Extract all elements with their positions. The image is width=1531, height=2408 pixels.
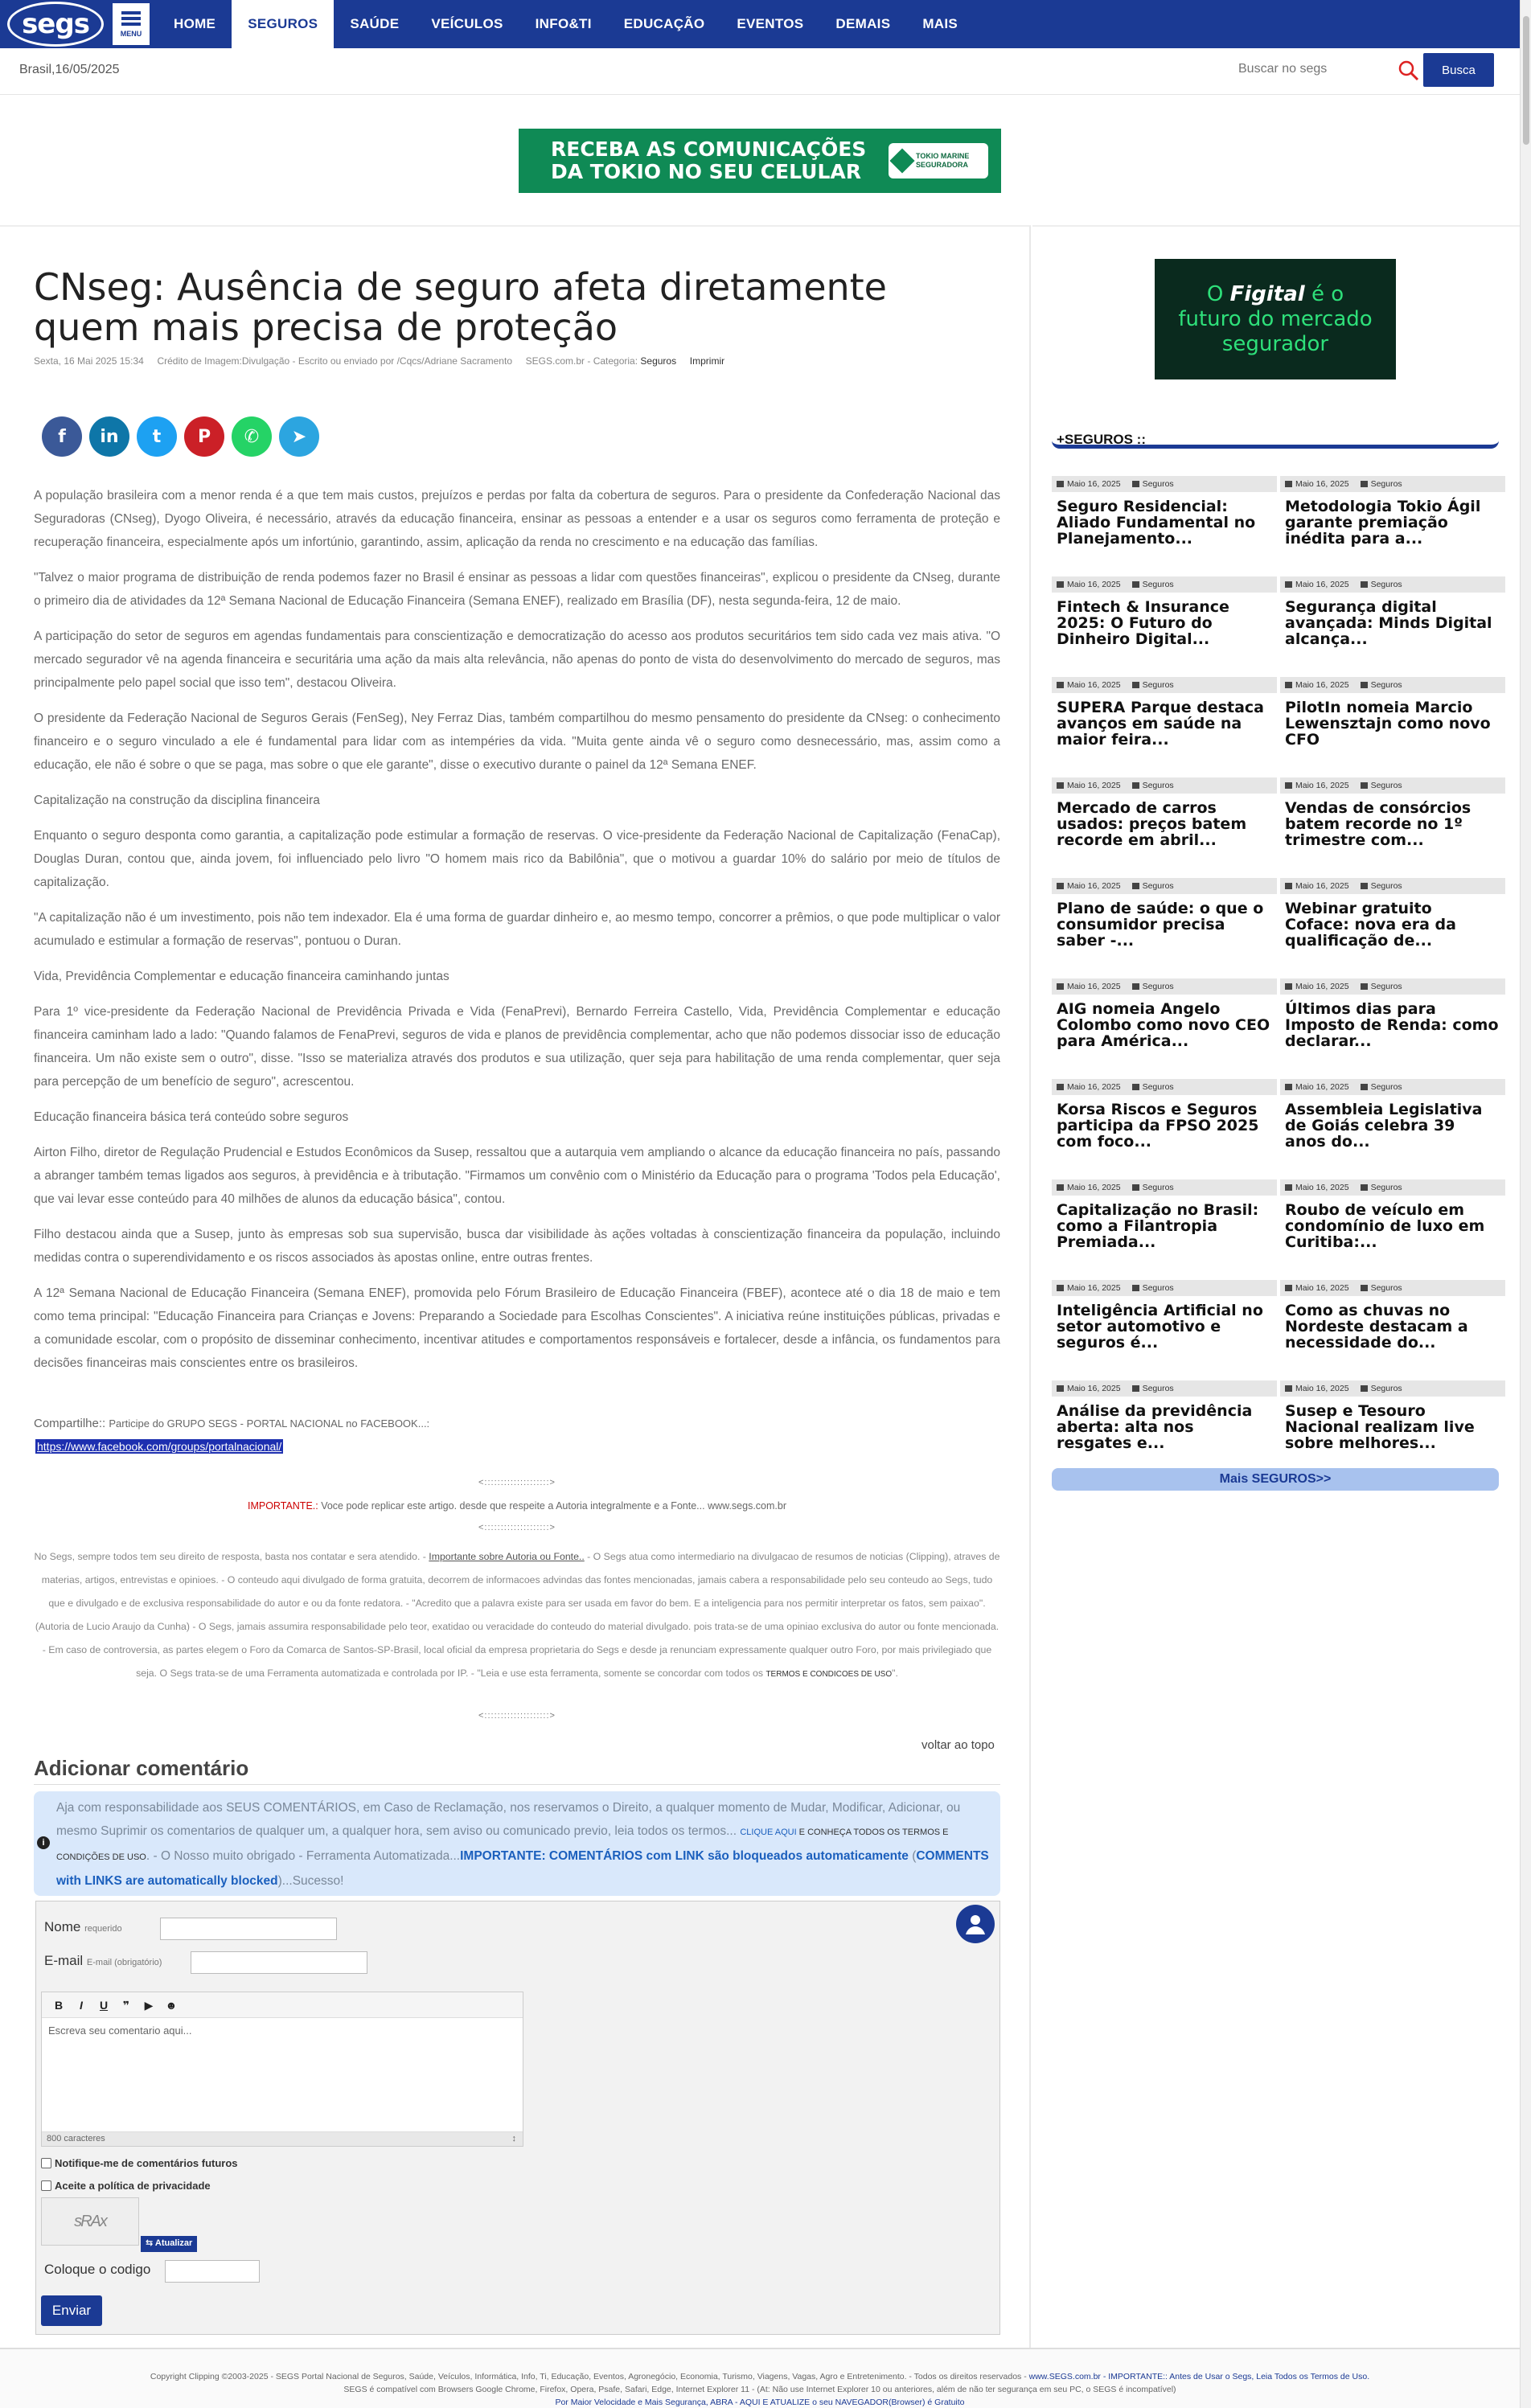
email-label-text: E-mail (44, 1953, 84, 1968)
comment-heading: Adicionar comentário (34, 1756, 1000, 1785)
news-category[interactable]: Seguros (1370, 881, 1402, 891)
news-date: Maio 16, 2025 (1295, 781, 1349, 790)
calendar-icon (1057, 1084, 1064, 1090)
folder-icon (1361, 1385, 1368, 1392)
disclaimer-text: - O Segs atua como intermediario na divulgacao de resumos de noticias (Clipping), atraves de materias, artigos, entrevistas e opinioes. - O conteudo aqui divulgado de forma gratuita, decorrem de informacoes advindas das fontes mencionadas, jamais cabera a responsabilidade pelo seu conteudo ao Segs, tudo que e divulgado e de exclusiva responsabilidade do autor e ou da fonte redatora. - "Acredito que a palavra existe para ser usada em favor do bem. E a inteligencia para nos permitir interpretar os fatos, sem paixao". (Autoria de Lucio Araujo da Cunha) - O Segs, jamais assumira responsabilidade pelo teor, exatidao ou veracidade do conteudo do material divulgado. pois trata-se de uma opiniao exclusiva do autor ou fonte mencionada. - Em caso de controversia, as partes elegem o Foro da Comarca de Santos-SP-Brasil, local oficial da empresa proprietaria do Segs e desde ja renunciam expressamente qualquer outro Foro, por mais privilegiado que seja. O Segs trata-se de uma Ferramenta automatizada e controlada por IP. - "Leia e use esta ferramenta, somente se concordar com todos os (35, 1551, 1000, 1679)
back-to-top-link[interactable]: voltar ao topo (921, 1738, 995, 1752)
refresh-captcha-button[interactable] (141, 2236, 197, 2252)
resize-handle-icon[interactable]: ↕ (511, 2134, 516, 2143)
news-category[interactable]: Seguros (1370, 1384, 1402, 1393)
news-card[interactable] (1280, 978, 1505, 1073)
nav-item-demais[interactable]: DEMAIS (835, 16, 891, 31)
important-label: IMPORTANTE.: (247, 1500, 318, 1512)
calendar-icon (1057, 883, 1064, 889)
news-date: Maio 16, 2025 (1067, 479, 1121, 489)
news-card[interactable] (1280, 1179, 1505, 1274)
news-card-meta (1280, 978, 1505, 995)
notice-important-en: COMMENTS with LINKS are automatically blocked (56, 1849, 989, 1888)
terms-click-here-link[interactable]: CLIQUE AQUI (740, 1828, 797, 1837)
email-hint: E-mail (obrigatório) (86, 1958, 162, 1967)
folder-icon (1361, 1285, 1368, 1291)
news-date: Maio 16, 2025 (1067, 781, 1121, 790)
calendar-icon (1057, 1385, 1064, 1392)
bold-icon[interactable]: B (54, 1998, 64, 2012)
news-card[interactable] (1052, 476, 1277, 571)
article-paragraph: Vida, Previdência Complementar e educação financeira caminhando juntas (34, 970, 449, 983)
article-paragraph: Airton Filho, diretor de Regulação Prudencial e Estudos Econômicos da Susep, ressaltou que a autarquia vem ampliando o alcance da educação financeira no país, passando a abranger também temas ligados aos seguros, à previdência e à tributação. "Firmamos um convênio com o Ministério da Educação para o programa 'Todos pela Educação', que vai levar esse conteúdo para 40 milhões de alunos da educação básica", contou. (34, 1146, 1000, 1206)
folder-icon (1361, 883, 1368, 889)
news-card[interactable] (1280, 878, 1505, 973)
news-title-link[interactable]: AIG nomeia Angelo Colombo como novo CEO para América... (1057, 1000, 1270, 1050)
news-date: Maio 16, 2025 (1295, 479, 1349, 489)
news-title-link[interactable]: Seguro Residencial: Aliado Fundamental no Planejamento... (1057, 498, 1256, 548)
share-prompt (34, 1417, 429, 1430)
ad-bold: Figital (1229, 281, 1305, 306)
news-title-link[interactable]: PilotIn nomeia Marcio Lewensztajn como novo CFO (1285, 699, 1491, 749)
social-share-bar (42, 416, 319, 457)
logo-text: segs (7, 2, 104, 47)
article-paragraph: Enquanto o seguro desponta como garantia, a capitalização pode estimular a formação de reservas. O vice-presidente da Federação Nacional de Capitalização (FenaCap), Douglas Duran, contou que, ainda jovem, foi influenciado pelo livro "O homem mais rico da Babilônia", que o motivou a guardar 10% do salário por meio de títulos de capitalização. (34, 829, 1000, 889)
news-card[interactable] (1280, 576, 1505, 671)
folder-icon (1132, 1084, 1139, 1090)
news-category[interactable]: Seguros (1370, 479, 1402, 489)
footer (0, 2348, 1520, 2408)
calendar-icon (1057, 1184, 1064, 1191)
article-credit: Crédito de Imagem:Divulgação - Escrito ou enviado por /Cqcs/Adriane Sacramento (157, 355, 512, 367)
folder-icon (1361, 983, 1368, 990)
nav-item-educacao[interactable]: EDUCAÇÃO (623, 16, 705, 31)
calendar-icon (1057, 983, 1064, 990)
search-input[interactable] (1230, 55, 1391, 84)
news-card-meta (1052, 576, 1277, 593)
news-date: Maio 16, 2025 (1067, 1384, 1121, 1393)
news-category[interactable]: Seguros (1142, 1183, 1174, 1192)
news-card-meta (1280, 576, 1505, 593)
folder-icon (1361, 581, 1368, 588)
hamburger-icon (121, 11, 141, 14)
news-category[interactable]: Seguros (1370, 580, 1402, 589)
calendar-icon (1285, 581, 1292, 588)
refresh-label: Atualizar (154, 2238, 193, 2248)
news-category[interactable]: Seguros (1370, 1183, 1402, 1192)
news-date: Maio 16, 2025 (1295, 881, 1349, 891)
news-card-meta (1052, 1179, 1277, 1196)
news-card[interactable] (1052, 1079, 1277, 1174)
news-date: Maio 16, 2025 (1067, 580, 1121, 589)
folder-icon (1132, 782, 1139, 789)
news-title-link[interactable]: Segurança digital avançada: Minds Digital alcança... (1285, 598, 1492, 648)
sidebar (1032, 225, 1520, 2348)
ad-text: O (1206, 281, 1230, 306)
folder-icon (1132, 481, 1139, 487)
news-date: Maio 16, 2025 (1295, 982, 1349, 991)
article-meta (34, 355, 724, 367)
news-card-meta (1280, 1179, 1505, 1196)
news-date: Maio 16, 2025 (1295, 1082, 1349, 1092)
folder-icon (1132, 1184, 1139, 1191)
print-link[interactable]: Imprimir (689, 355, 725, 367)
current-date: Brasil,16/05/2025 (19, 63, 120, 76)
news-card-meta (1052, 1380, 1277, 1397)
folder-icon (1132, 682, 1139, 688)
article-paragraph: Educação financeira básica terá conteúdo sobre seguros (34, 1110, 349, 1124)
notice-important: IMPORTANTE: COMENTÁRIOS com LINK são bloqueados automaticamente (460, 1849, 909, 1863)
notice-paren: ( (908, 1849, 917, 1863)
nav-item-seguros[interactable]: SEGUROS (232, 0, 334, 48)
article-paragraph: O presidente da Federação Nacional de Seguros Gerais (FenSeg), Ney Ferraz Dias, também compartilhou do mesmo pensamento do presidente da CNseg: o conhecimento financeiro e o seguro vinculado a ele é fundamental para lidar com as intempéries da vida. "Muita gente ainda vê o seguro como desnecessário, mas, assim como a educação, ele não é sobre o que se paga, mas sobre o que ele garante", disse o executivo durante o painel da 12ª Semana ENEF. (34, 712, 1000, 772)
news-card-meta (1052, 476, 1277, 492)
news-card[interactable] (1280, 777, 1505, 872)
footer-browser-link[interactable]: Por Maior Velocidade e Mais Segurança, ABRA - AQUI E ATUALIZE o seu NAVEGADOR(Browser) é Gratuito (555, 2398, 965, 2407)
search-button[interactable]: Busca (1423, 53, 1494, 87)
char-count-text: 800 caracteres (47, 2134, 105, 2143)
main-nav (0, 0, 1520, 48)
avatar-icon (956, 1905, 995, 1943)
news-title-link[interactable]: Mercado de carros usados: preços batem recorde em abril... (1057, 799, 1247, 849)
name-label-text: Nome (44, 1919, 81, 1934)
article-paragraph: Capitalização na construção da disciplina financeira (34, 794, 320, 807)
article-body (34, 484, 1000, 1387)
separator: <::::::::::::::::::::> (478, 1711, 556, 1721)
news-title-link[interactable]: Assembleia Legislativa de Goiás celebra 39 anos do... (1285, 1101, 1483, 1151)
nav-item-infoti[interactable]: INFO&TI (535, 16, 592, 31)
comment-notice (34, 1791, 1000, 1896)
news-date: Maio 16, 2025 (1295, 580, 1349, 589)
tokio-logo (889, 143, 988, 178)
tokio-banner-ad[interactable] (519, 129, 1001, 193)
news-card-meta (1052, 1280, 1277, 1296)
pinterest-share-icon[interactable]: P (184, 416, 224, 457)
checkbox-box[interactable] (41, 2180, 51, 2191)
news-category[interactable]: Seguros (1142, 982, 1174, 991)
news-title-link[interactable]: Últimos dias para Imposto de Renda: como declarar... (1285, 1000, 1499, 1050)
folder-icon (1361, 1184, 1368, 1191)
folder-icon (1361, 782, 1368, 789)
news-date: Maio 16, 2025 (1295, 680, 1349, 690)
folder-icon (1361, 682, 1368, 688)
news-category[interactable]: Seguros (1142, 479, 1174, 489)
privacy-label: Aceite a política de privacidade (55, 2180, 211, 2192)
news-category[interactable]: Seguros (1142, 1283, 1174, 1293)
calendar-icon (1285, 782, 1292, 789)
twitter-share-icon[interactable]: t (137, 416, 177, 457)
calendar-icon (1285, 983, 1292, 990)
ad-text: é o (1304, 281, 1344, 306)
news-card-meta (1280, 476, 1505, 492)
captcha-image: sRAx (41, 2197, 139, 2246)
news-category[interactable]: Seguros (1370, 680, 1402, 690)
comment-form (35, 1901, 1000, 2335)
nav-item-mais[interactable]: MAIS (922, 16, 958, 31)
news-card-meta (1052, 1079, 1277, 1095)
important-text: Voce pode replicar este artigo. desde que respeite a Autoria integralmente e a Fonte... www.segs.com.br (318, 1500, 787, 1512)
news-card-meta (1052, 978, 1277, 995)
comment-textarea[interactable]: Escreva seu comentario aqui... (48, 2024, 192, 2037)
article-paragraph: A 12ª Semana Nacional de Educação Financeira (Semana ENEF), promovida pelo Fórum Brasileiro de Educação Financeira (FBEF), acontece até o dia 18 de maio e tem como tema principal: "Educação Financeira para Crianças e Jovens: Preparando a Sociedade para Escolhas Conscientes". A iniciativa reúne instituições públicas, privadas e a comunidade escolar, com o propósito de disseminar conhecimento, incentivar atitudes e comportamentos responsáveis e fortalecer, desde a infância, os fundamentos para decisões financeiras mais conscientes entre os brasileiros. (34, 1286, 1000, 1370)
figital-ad[interactable] (1155, 259, 1396, 379)
notice-end: )...Sucesso! (277, 1874, 344, 1888)
name-field[interactable] (160, 1918, 337, 1940)
notify-checkbox[interactable] (41, 2157, 238, 2169)
news-card[interactable] (1052, 878, 1277, 973)
article-paragraph: "Talvez o maior programa de distribuição de renda podemos fazer no Brasil é ensinar as pessoas a lidar com questões financeiras", explicou o presidente da CNseg, durante o primeiro dia de atividades da 12ª Semana Nacional de Educação Financeira (Semana ENEF), realizado em Brasília (DF), nesta segunda-feira, 12 de maio. (34, 571, 1000, 608)
news-title-link[interactable]: Vendas de consórcios batem recorde no 1º trimestre com... (1285, 799, 1471, 849)
important-note (34, 1500, 1000, 1512)
news-title-link[interactable]: Roubo de veículo em condomínio de luxo em Curitiba:... (1285, 1201, 1485, 1251)
folder-icon (1132, 883, 1139, 889)
news-card[interactable] (1280, 677, 1505, 772)
news-card[interactable] (1052, 1380, 1277, 1475)
refresh-icon: ⇆ (146, 2238, 155, 2248)
news-card[interactable] (1052, 1179, 1277, 1274)
italic-icon[interactable]: I (80, 1998, 83, 2012)
video-icon[interactable]: ▶ (144, 1998, 154, 2012)
footer-compat: SEGS é compatível com Browsers Google Chrome, Firefox, Opera, Psafe, Safari, Edge, Internet Explorer 11 - (At: Não use Internet Explorer 10 ou anteriores, além de não ter segurança em seu PC, o SEGS é incompatível) (343, 2385, 1176, 2394)
nav-item-home[interactable]: HOME (174, 16, 216, 31)
scrollbar[interactable] (1520, 0, 1531, 2408)
news-card[interactable] (1052, 1280, 1277, 1375)
tokio-logo-icon (889, 148, 914, 173)
notice-small-text: E CONHEÇA TODOS OS TERMOS E CONDIÇÕES DE USO (56, 1828, 949, 1862)
news-card[interactable] (1052, 677, 1277, 772)
captcha-code-field[interactable] (165, 2260, 260, 2283)
news-card[interactable] (1280, 1380, 1505, 1475)
telegram-share-icon[interactable]: ➤ (279, 416, 319, 457)
menu-label: MENU (120, 29, 142, 38)
name-label (44, 1919, 122, 1935)
submit-comment-button[interactable]: Enviar (41, 2295, 102, 2326)
news-category[interactable]: Seguros (1370, 1082, 1402, 1092)
nav-item-veiculos[interactable]: VEÍCULOS (431, 16, 503, 31)
news-category[interactable]: Seguros (1142, 881, 1174, 891)
news-card-meta (1280, 677, 1505, 693)
editor-toolbar (42, 1992, 523, 2018)
news-date: Maio 16, 2025 (1067, 1183, 1121, 1192)
separator: <::::::::::::::::::::> (478, 1478, 556, 1487)
facebook-group-link[interactable]: https://www.facebook.com/groups/portalnacional/ (37, 1440, 282, 1453)
news-title-link[interactable]: Como as chuvas no Nordeste destacam a necessidade do... (1285, 1302, 1468, 1352)
calendar-icon (1285, 682, 1292, 688)
banner-line-2: DA TOKIO NO SEU CELULAR (551, 160, 861, 183)
calendar-icon (1285, 481, 1292, 487)
calendar-icon (1285, 1385, 1292, 1392)
comment-editor[interactable] (41, 1992, 523, 2147)
news-date: Maio 16, 2025 (1067, 982, 1121, 991)
news-card[interactable] (1280, 1280, 1505, 1375)
disclaimer-end: ". (892, 1668, 898, 1679)
folder-icon (1132, 1285, 1139, 1291)
news-category[interactable]: Seguros (1142, 1082, 1174, 1092)
news-title-link[interactable]: Korsa Riscos e Seguros participa da FPSO 2025 com foco... (1057, 1101, 1259, 1151)
article-column (0, 225, 1031, 2348)
notice-text: Aja com responsabilidade aos SEUS COMENTÁRIOS, em Caso de Reclamação, nos reservamos o Direito, a qualquer momento de Mudar, Modificar, Adicionar, ou mesmo Suprimir os comentarios de qualquer um, a qualquer hora, sem aviso ou comunicado previo, leia todos os termos... (56, 1801, 961, 1838)
news-title-link[interactable]: Webinar gratuito Coface: nova era da qualificação de... (1285, 900, 1456, 950)
news-date: Maio 16, 2025 (1067, 881, 1121, 891)
news-date: Maio 16, 2025 (1067, 1082, 1121, 1092)
news-title-link[interactable]: SUPERA Parque destaca avanços em saúde na maior feira... (1057, 699, 1264, 749)
article-paragraph: "A capitalização não é um investimento, pois não tem indexador. Ela é uma forma de guardar dinheiro e, ao mesmo tempo, concorrer a prêmios, o que pode multiplicar o valor acumulado e estimular a formação de reservas", pontuou o Duran. (34, 911, 1000, 948)
underline-icon[interactable]: U (99, 1998, 109, 2012)
date-search-bar (0, 48, 1520, 95)
article-site: SEGS.com.br - Categoria: (525, 355, 638, 367)
news-title-link[interactable]: Análise da previdência aberta: alta nos resgates e... (1057, 1402, 1253, 1452)
ad-text: segurador (1221, 331, 1329, 356)
news-card[interactable] (1052, 576, 1277, 671)
search-icon[interactable] (1398, 59, 1420, 82)
captcha-code-label: Coloque o codigo (44, 2262, 151, 2277)
authorship-link[interactable]: Importante sobre Autoria ou Fonte.. (429, 1551, 585, 1562)
menu-button[interactable] (113, 3, 150, 45)
disclaimer (34, 1545, 1000, 1686)
more-seguros-button[interactable]: Mais SEGUROS>> (1052, 1468, 1499, 1491)
news-category[interactable]: Seguros (1142, 680, 1174, 690)
calendar-icon (1057, 581, 1064, 588)
notify-label: Notifique-me de comentários futuros (55, 2157, 238, 2169)
site-logo[interactable] (0, 0, 111, 48)
news-title-link[interactable]: Fintech & Insurance 2025: O Futuro do Dinheiro Digital... (1057, 598, 1229, 648)
news-title-link[interactable]: Metodologia Tokio Ágil garante premiação inédita para a... (1285, 498, 1481, 548)
ad-text: futuro do mercado (1178, 306, 1373, 331)
quote-icon[interactable]: ❞ (122, 1998, 130, 2012)
calendar-icon (1057, 481, 1064, 487)
separator: <::::::::::::::::::::> (478, 1523, 556, 1532)
folder-icon (1132, 1385, 1139, 1392)
article-paragraph: Para 1º vice-presidente da Federação Nacional de Previdência Privada e Vida (FenaPrevi), Bernardo Ferreira Castello, Vida, Previdência Complementar e educação financeira caminham lado a lado: "Quando falamos de FenaPrevi, seguros de vida e planos de previdência complementar, acho que não podemos dissociar isso de educação financeira. Um não existe sem o outro", disse. "Isso se materializa através dos produtos e sua utilização, quer seja para habilitação de uma renda complementar, quer seja para percepção de um benefício de seguro", acrescentou. (34, 1005, 1000, 1089)
email-label (44, 1953, 162, 1969)
share-text: Participe do GRUPO SEGS - PORTAL NACIONAL no FACEBOOK...: (109, 1417, 430, 1430)
notice-text: . - O Nosso muito obrigado - Ferramenta Automatizada... (146, 1849, 461, 1863)
news-card-meta (1052, 677, 1277, 693)
privacy-checkbox[interactable] (41, 2180, 211, 2192)
news-card[interactable] (1280, 1079, 1505, 1174)
calendar-icon (1285, 883, 1292, 889)
news-title-link[interactable]: Plano de saúde: o que o consumidor precisa saber -... (1057, 900, 1264, 950)
news-card-meta (1280, 777, 1505, 794)
news-card-meta (1280, 1380, 1505, 1397)
news-card[interactable] (1052, 777, 1277, 872)
news-card[interactable] (1052, 978, 1277, 1073)
name-hint: requerido (84, 1924, 122, 1934)
tokio-brand-1: TOKIO MARINE (916, 152, 970, 160)
article-paragraph: A população brasileira com a menor renda é a que tem mais custos, prejuízos e perdas por falta da cobertura de seguros. Para o presidente da Confederação Nacional das Seguradoras (CNseg), Dyogo Oliveira, é necessário, através da educação financeira, ensinar as pessoas a entender e a usar os seguros como ferramenta de proteção e recuperação financeira, especialmente após um infortúnio, garantindo, assim, aplicação da renda no crescimento e na educação das famílias. (34, 489, 1000, 549)
news-title-link[interactable]: Susep e Tesouro Nacional realizam live sobre melhores... (1285, 1402, 1475, 1452)
calendar-icon (1285, 1184, 1292, 1191)
news-date: Maio 16, 2025 (1067, 1283, 1121, 1293)
calendar-icon (1057, 682, 1064, 688)
article-title: CNseg: Ausência de seguro afeta diretamente quem mais precisa de proteção (34, 265, 887, 349)
news-card[interactable] (1280, 476, 1505, 571)
emoji-icon[interactable]: ☻ (165, 1998, 178, 2012)
folder-icon (1132, 581, 1139, 588)
article-paragraph: Filho destacou ainda que a Susep, junto às empresas sob sua supervisão, busca dar visibilidade às ações voltadas à conscientização financeira da população, incluindo medidas contra o superendividamento e os riscos associados às apostas online, entre outras frentes. (34, 1228, 1000, 1265)
news-card-meta (1052, 777, 1277, 794)
news-title-link[interactable]: Inteligência Artificial no setor automotivo e seguros é... (1057, 1302, 1263, 1352)
news-category[interactable]: Seguros (1370, 982, 1402, 991)
nav-item-eventos[interactable]: EVENTOS (737, 16, 804, 31)
news-category[interactable]: Seguros (1370, 1283, 1402, 1293)
calendar-icon (1285, 1084, 1292, 1090)
folder-icon (1132, 983, 1139, 990)
calendar-icon (1285, 1285, 1292, 1291)
article-date: Sexta, 16 Mai 2025 15:34 (34, 355, 144, 367)
news-category[interactable]: Seguros (1142, 781, 1174, 790)
checkbox-box[interactable] (41, 2158, 51, 2168)
share-label: Compartilhe:: (34, 1417, 106, 1430)
disclaimer-text: No Segs, sempre todos tem seu direito de resposta, basta nos contatar e sera atendido. - (34, 1551, 429, 1562)
article-paragraph: A participação do setor de seguros em agendas fundamentais para conscientização e democratização do acesso aos produtos securitários tem sido cada vez mais ativa. "O mercado segurador vê na agenda financeira e securitária uma ação da mais alta relevância, não apenas do ponto de vista do desenvolvimento do mercado de seguros, mas principalmente pelo papel social que isso tem", destacou Oliveira. (34, 630, 1000, 690)
article-category-link[interactable]: Seguros (640, 355, 677, 367)
banner-line-1: RECEBA AS COMUNICAÇÕES (551, 137, 867, 161)
tokio-brand-2: SEGURADORA (916, 161, 969, 169)
facebook-share-icon[interactable]: f (42, 416, 82, 457)
news-card-meta (1280, 1280, 1505, 1296)
folder-icon (1361, 481, 1368, 487)
news-date: Maio 16, 2025 (1295, 1384, 1349, 1393)
calendar-icon (1057, 782, 1064, 789)
news-date: Maio 16, 2025 (1295, 1283, 1349, 1293)
info-icon: i (37, 1836, 50, 1849)
linkedin-share-icon[interactable]: in (89, 416, 129, 457)
more-seguros-heading: +SEGUROS :: (1052, 434, 1499, 449)
news-date: Maio 16, 2025 (1295, 1183, 1349, 1192)
news-category[interactable]: Seguros (1142, 1384, 1174, 1393)
footer-copyright: Copyright Clipping ©2003-2025 - SEGS Portal Nacional de Seguros, Saúde, Veículos, Informática, Info, Ti, Educação, Eventos, Agronegócio, Economia, Turismo, Viagens, Vagas, Agro e Entretenimento. - Todos os direitos reservados - (150, 2372, 1029, 2381)
terms-link[interactable]: TERMOS E CONDICOES DE USO (766, 1670, 893, 1679)
whatsapp-share-icon[interactable]: ✆ (232, 416, 272, 457)
folder-icon (1361, 1084, 1368, 1090)
news-category[interactable]: Seguros (1370, 781, 1402, 790)
nav-item-saude[interactable]: SAÚDE (350, 16, 400, 31)
news-card-meta (1280, 1079, 1505, 1095)
footer-terms-link[interactable]: www.SEGS.com.br - IMPORTANTE:: Antes de Usar o Segs, Leia Todos os Termos de Uso. (1028, 2372, 1370, 2381)
news-date: Maio 16, 2025 (1067, 680, 1121, 690)
news-card-meta (1052, 878, 1277, 894)
news-card-meta (1280, 878, 1505, 894)
news-title-link[interactable]: Capitalização no Brasil: como a Filantropia Premiada... (1057, 1201, 1259, 1251)
scrollbar-thumb[interactable] (1523, 16, 1529, 145)
char-counter (42, 2131, 523, 2146)
email-field[interactable] (191, 1951, 367, 1974)
news-category[interactable]: Seguros (1142, 580, 1174, 589)
calendar-icon (1057, 1285, 1064, 1291)
